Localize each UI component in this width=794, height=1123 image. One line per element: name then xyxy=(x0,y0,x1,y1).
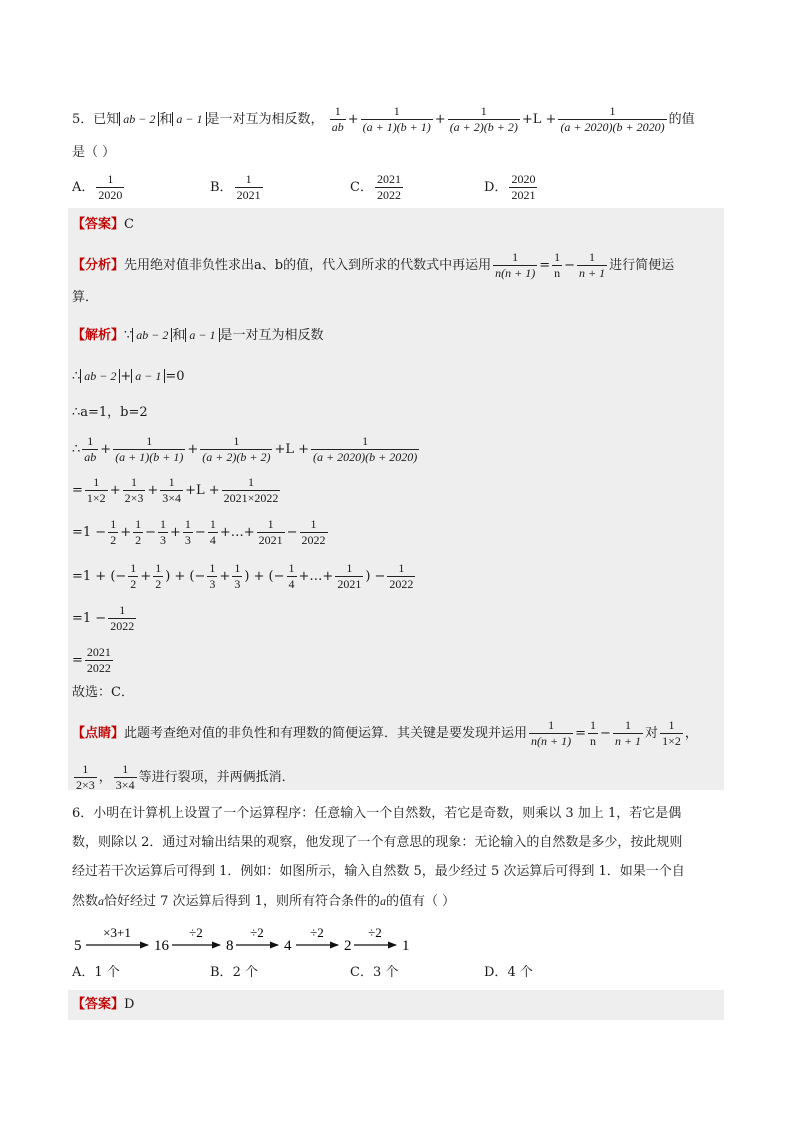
flow-op-label: ÷2 xyxy=(368,925,382,940)
q5-stem-line1 xyxy=(72,104,695,135)
sol2-plus: + xyxy=(120,369,132,384)
sol4-dots: +L + xyxy=(274,442,310,457)
q5-text-known: 已知 xyxy=(93,112,120,127)
q5-solution-line1 xyxy=(72,326,324,345)
q5-solution-line8: =1 − $\frac{1}{2022}$ xyxy=(72,603,135,633)
q5-solution-line6: =1 − $\frac{1}{2}$ + $\frac{1}{2}$ − $\frac{1}{3}$ + $\frac{1}{3}$ − $\frac{1}{4}$ +…+ $\frac{1}{2021}$ − $\frac{1}{2022}$ xyxy=(72,517,326,547)
q6-var-a: a xyxy=(379,894,386,908)
q5-analysis-frac-2: $\frac{1}{n}$ xyxy=(554,250,561,280)
flow-node-5: 5 xyxy=(74,938,82,954)
q5-plus: + xyxy=(434,112,446,127)
q6-option-d[interactable]: D．4 个 xyxy=(484,965,533,980)
sol-and: 和 xyxy=(172,328,186,343)
q6-stem-line4: 然数a恰好经过 7 次运算后得到 1，则所有符合条件的a的值有（ ） xyxy=(72,894,456,909)
q5-solution-line9: = $\frac{2021}{2022}$ xyxy=(72,645,111,675)
therefore-symbol: ∴ xyxy=(72,369,81,384)
q5-analysis-eq: = xyxy=(539,258,551,273)
q5-term-2: $\frac{1}{(a + 1)(b + 1)}$ xyxy=(362,104,431,134)
q5-abs-a-minus-1: a − 1 xyxy=(172,112,206,126)
q5-term-4: $\frac{1}{(a + 2020)(b + 2020)}$ xyxy=(560,104,665,134)
sol4-term-3: $\frac{1}{(a + 2)(b + 2)}$ xyxy=(202,434,271,464)
q5-stem-line2: 是（ ） xyxy=(72,145,116,160)
sol2-eq-zero: =0 xyxy=(165,369,185,384)
q5-plus: + xyxy=(347,112,359,127)
q5-option-d[interactable]: D． $\frac{2020}{2021}$ xyxy=(484,172,536,202)
sol5-plus: + xyxy=(147,483,159,498)
because-symbol: ∵ xyxy=(124,328,133,343)
sol4-plus: + xyxy=(100,442,112,457)
therefore-symbol: ∴ xyxy=(72,442,81,457)
q6-var-a: a xyxy=(98,894,105,908)
q5-analysis-minus: − xyxy=(564,258,575,273)
sol4-term-4: $\frac{1}{(a + 2020)(b + 2020)}$ xyxy=(313,434,418,464)
q5-analysis-text: 先用绝对值非负性求出a、b的值，代入到所求的代数式中再运用 xyxy=(124,258,492,273)
sol4-term-1: $\frac{1}{ab}$ xyxy=(84,434,97,464)
q5-number: 5． xyxy=(72,112,94,127)
q6-stem-line3: 经过若干次运算后可得到 1．例如：如图所示，输入自然数 5，最少经过 5 次运算后可得到 1．如果一个自 xyxy=(72,864,685,879)
q5-abs-ab-minus-2: ab − 2 xyxy=(119,112,159,126)
q5-solution-line5: = $\frac{1}{1\times 2}$ + $\frac{1}{2\times 3}$ + $\frac{1}{3\times 4}$ +L + $\frac{1}{2021\times 2022}$ xyxy=(72,475,279,505)
q6-stem-line1: 6．小明在计算机上设置了一个运算程序：任意输入一个自然数，若它是奇数，则乘以 3 加上 1，若它是偶 xyxy=(72,806,682,821)
q5-option-c[interactable]: C． $\frac{2021}{2022}$ xyxy=(350,172,401,202)
q5-solution-line3: ∴a=1，b=2 xyxy=(72,405,148,420)
sol-text1: 是一对互为相反数 xyxy=(219,328,324,343)
comment-text1: 此题考查绝对值的非负性和有理数的简便运算．其关键是要发现并运用 xyxy=(124,726,528,741)
sol5-eq: = xyxy=(72,483,83,498)
sol2-abs-2: a − 1 xyxy=(131,369,165,383)
flow-node-2: 2 xyxy=(344,938,352,954)
sol4-plus: + xyxy=(187,442,199,457)
q5-term-3: $\frac{1}{(a + 2)(b + 2)}$ xyxy=(449,104,518,134)
q5-text-opposite: 是一对互为相反数， xyxy=(206,112,324,127)
q6-answer xyxy=(72,996,134,1014)
sol5-plus: + xyxy=(109,483,121,498)
q5-option-a[interactable]: A． $\frac{1}{2020}$ xyxy=(72,172,123,202)
solution-tag: 【解析】 xyxy=(72,328,125,343)
q5-answer-value: C xyxy=(124,217,134,232)
flow-op-label: ×3+1 xyxy=(103,925,131,940)
q6-option-b[interactable]: B．2 个 xyxy=(210,965,258,980)
analysis-tag: 【分析】 xyxy=(72,258,125,273)
sol4-term-2: $\frac{1}{(a + 1)(b + 1)}$ xyxy=(115,434,184,464)
q5-solution-line2 xyxy=(72,367,185,386)
q5-option-b[interactable]: B． $\frac{1}{2021}$ xyxy=(210,172,261,202)
flow-op-label: ÷2 xyxy=(189,925,203,940)
q5-analysis-text2: 进行简便运 xyxy=(609,258,675,273)
q6-answer-background xyxy=(68,990,724,1020)
q5-options xyxy=(72,172,539,203)
comment-text2: 等进行裂项，并两俩抵消． xyxy=(138,770,295,785)
q5-text-and: 和 xyxy=(159,112,173,127)
sol2-abs-1: ab − 2 xyxy=(80,369,120,383)
flow-node-1: 1 xyxy=(402,938,410,954)
q6-flow-diagram xyxy=(70,920,430,958)
flow-op-label: ÷2 xyxy=(310,925,324,940)
sol5-dots: +L + xyxy=(185,483,220,498)
q5-solution-choose: 故选：C． xyxy=(72,685,134,700)
sol-abs-2: a − 1 xyxy=(185,328,219,342)
q5-comment-line1: 【点睛】此题考查绝对值的非负性和有理数的简便运算．其关键是要发现并运用 $\frac{1}{n(n + 1)}$ = $\frac{1}{n}$ − $\frac{1}{n + 1}$ 对 $\frac{1}{1\times 2}$ ， xyxy=(72,718,698,748)
q5-analysis-frac-1: $\frac{1}{n(n + 1)}$ xyxy=(495,250,536,280)
q5-dots: +L + xyxy=(521,112,557,127)
flow-node-16: 16 xyxy=(154,938,169,954)
q5-analysis-frac-3: $\frac{1}{n + 1}$ xyxy=(579,250,606,280)
q5-solution-line4 xyxy=(72,434,421,465)
q5-solution-line7: =1 + (− $\frac{1}{2}$ + $\frac{1}{2}$ ) + (− $\frac{1}{3}$ + $\frac{1}{3}$ ) + (− $\frac{1}{4}$ +…+ $\frac{1}{2021}$ ) − $\frac{1}{2022}$ xyxy=(72,561,414,591)
q6-option-a[interactable]: A．1 个 xyxy=(72,965,120,980)
q6-stem-line2: 数，则除以 2．通过对输出结果的观察，他发现了一个有意思的现象：无论输入的自然数是多少，按此规则 xyxy=(72,835,683,850)
q5-comment-line2: $\frac{1}{2\times 3}$ ， $\frac{1}{3\times 4}$ 等进行裂项，并两俩抵消． xyxy=(76,762,295,792)
q6-option-c[interactable]: C．3 个 xyxy=(350,965,399,980)
comment-tag: 【点睛】 xyxy=(72,726,125,741)
q5-analysis-line2: 算． xyxy=(72,290,99,305)
q6-options xyxy=(72,964,533,982)
answer-tag: 【答案】 xyxy=(72,217,125,232)
flow-op-label: ÷2 xyxy=(250,925,264,940)
q5-term-1: $\frac{1}{ab}$ xyxy=(331,104,344,134)
flow-node-4: 4 xyxy=(284,938,292,954)
flow-node-8: 8 xyxy=(226,938,234,954)
q5-text-value: 的值 xyxy=(668,112,695,127)
q6-answer-value: D xyxy=(124,997,135,1012)
answer-tag: 【答案】 xyxy=(72,997,125,1012)
sol-abs-1: ab − 2 xyxy=(132,328,172,342)
q5-analysis-line1 xyxy=(72,250,674,281)
q5-answer xyxy=(72,216,134,234)
